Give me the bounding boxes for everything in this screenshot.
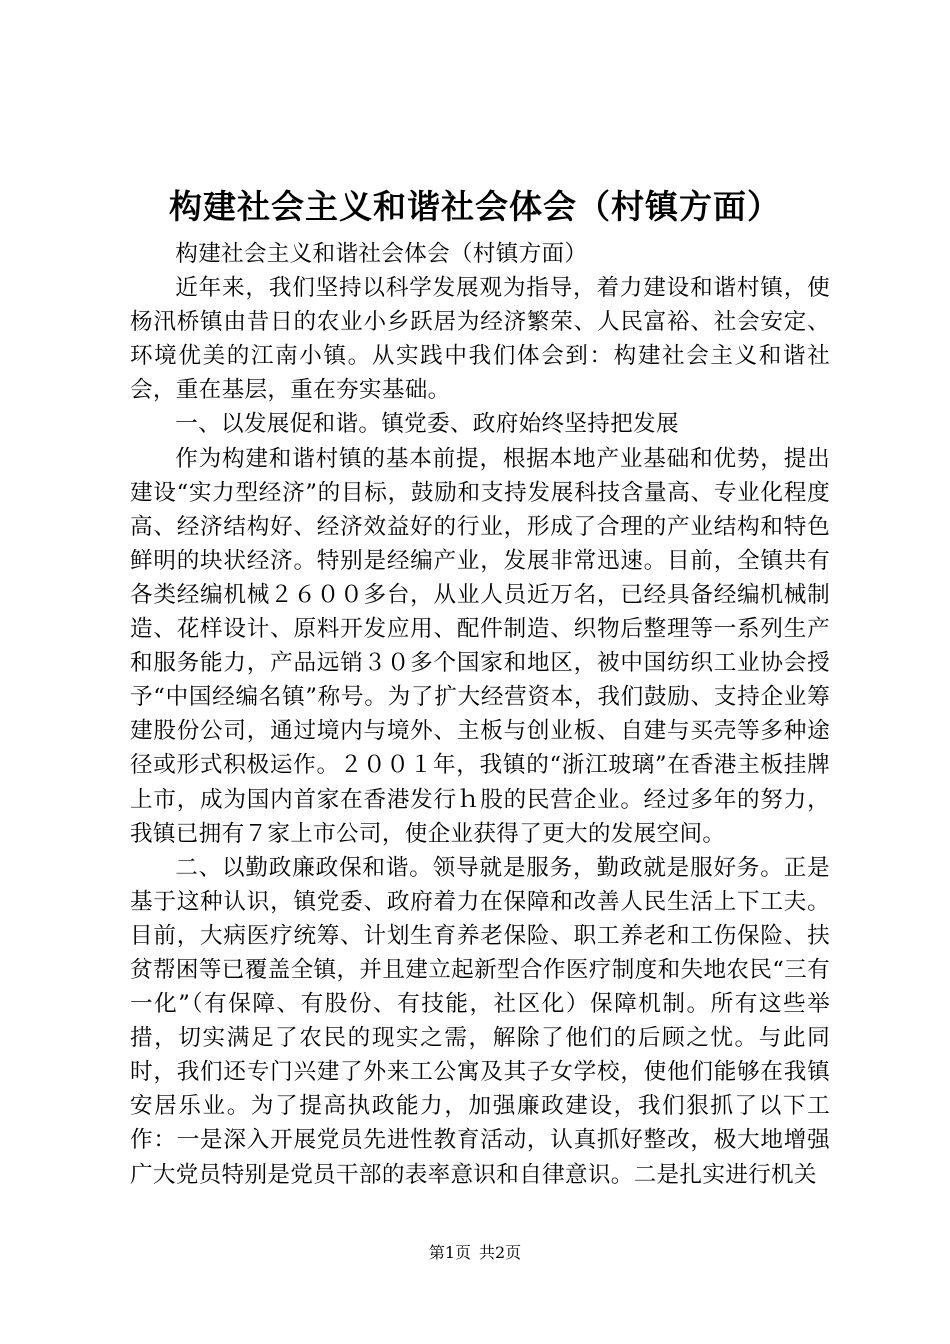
page-number: 第1页 [428,1243,471,1262]
document-body [130,237,830,1192]
page-footer [0,1241,950,1265]
page-total: 共2页 [479,1243,522,1262]
paragraph-section-one-heading: 一、以发展促和谐。镇党委、政府始终坚持把发展 [175,411,679,438]
document-title: 构建社会主义和谐社会体会（村镇方面） [169,187,781,226]
paragraph-section-one-body: 作为构建和谐村镇的基本前提，根据本地产业基础和优势，提出建设“实力型经济”的目标，鼓励和支持发展科技含量高、专业化程度高、经济结构好、经济效益好的行业，形成了合理的产业结构和特色鲜明的块状经济。特别是经编产业，发展非常迅速。目前，全镇共有各类经编机械２６００多台，从业人员近万名，已经具备经编机械制造、花样设计、原料开发应用、配件制造、织物后整理等一系列生产和服务能力，产品远销３０多个国家和地区，被中国纺织工业协会授予“中国经编名镇”称号。为了扩大经营资本，我们鼓励、支持企业筹建股份公司，通过境内与境外、主板与创业板、自建与买壳等多种途径或形式积极运作。２００１年，我镇的“浙江玻璃”在香港主板挂牌上市，成为国内首家在香港发行ｈ股的民营企业。经过多年的努力，我镇已拥有７家上市公司，使企业获得了更大的发展空间。 [130,445,830,847]
paragraph-intro: 近年来，我们坚持以科学发展观为指导，着力建设和谐村镇，使杨汛桥镇由昔日的农业小乡跃居为经济繁荣、人民富裕、社会安定、环境优美的江南小镇。从实践中我们体会到：构建社会主义和谐社会，重在基层，重在夯实基础。 [130,275,830,404]
paragraph-subtitle: 构建社会主义和谐社会体会（村镇方面） [175,241,588,267]
paragraph-section-two: 二、以勤政廉政保和谐。领导就是服务，勤政就是服好务。正是基于这种认识，镇党委、政府着力在保障和改善人民生活上下工夫。目前，大病医疗统筹、计划生育养老保险、职工养老和工伤保险、扶贫帮困等已覆盖全镇，并且建立起新型合作医疗制度和失地农民“三有一化”（有保障、有股份、有技能，社区化）保障机制。所有这些举措，切实满足了农民的现实之需，解除了他们的后顾之忧。与此同时，我们还专门兴建了外来工公寓及其子女学校，使他们能够在我镇安居乐业。为了提高执政能力，加强廉政建设，我们狠抓了以下工作：一是深入开展党员先进性教育活动，认真抓好整改，极大地增强广大党员特别是党员干部的表率意识和自律意识。二是扎实进行机关 [130,854,830,1188]
